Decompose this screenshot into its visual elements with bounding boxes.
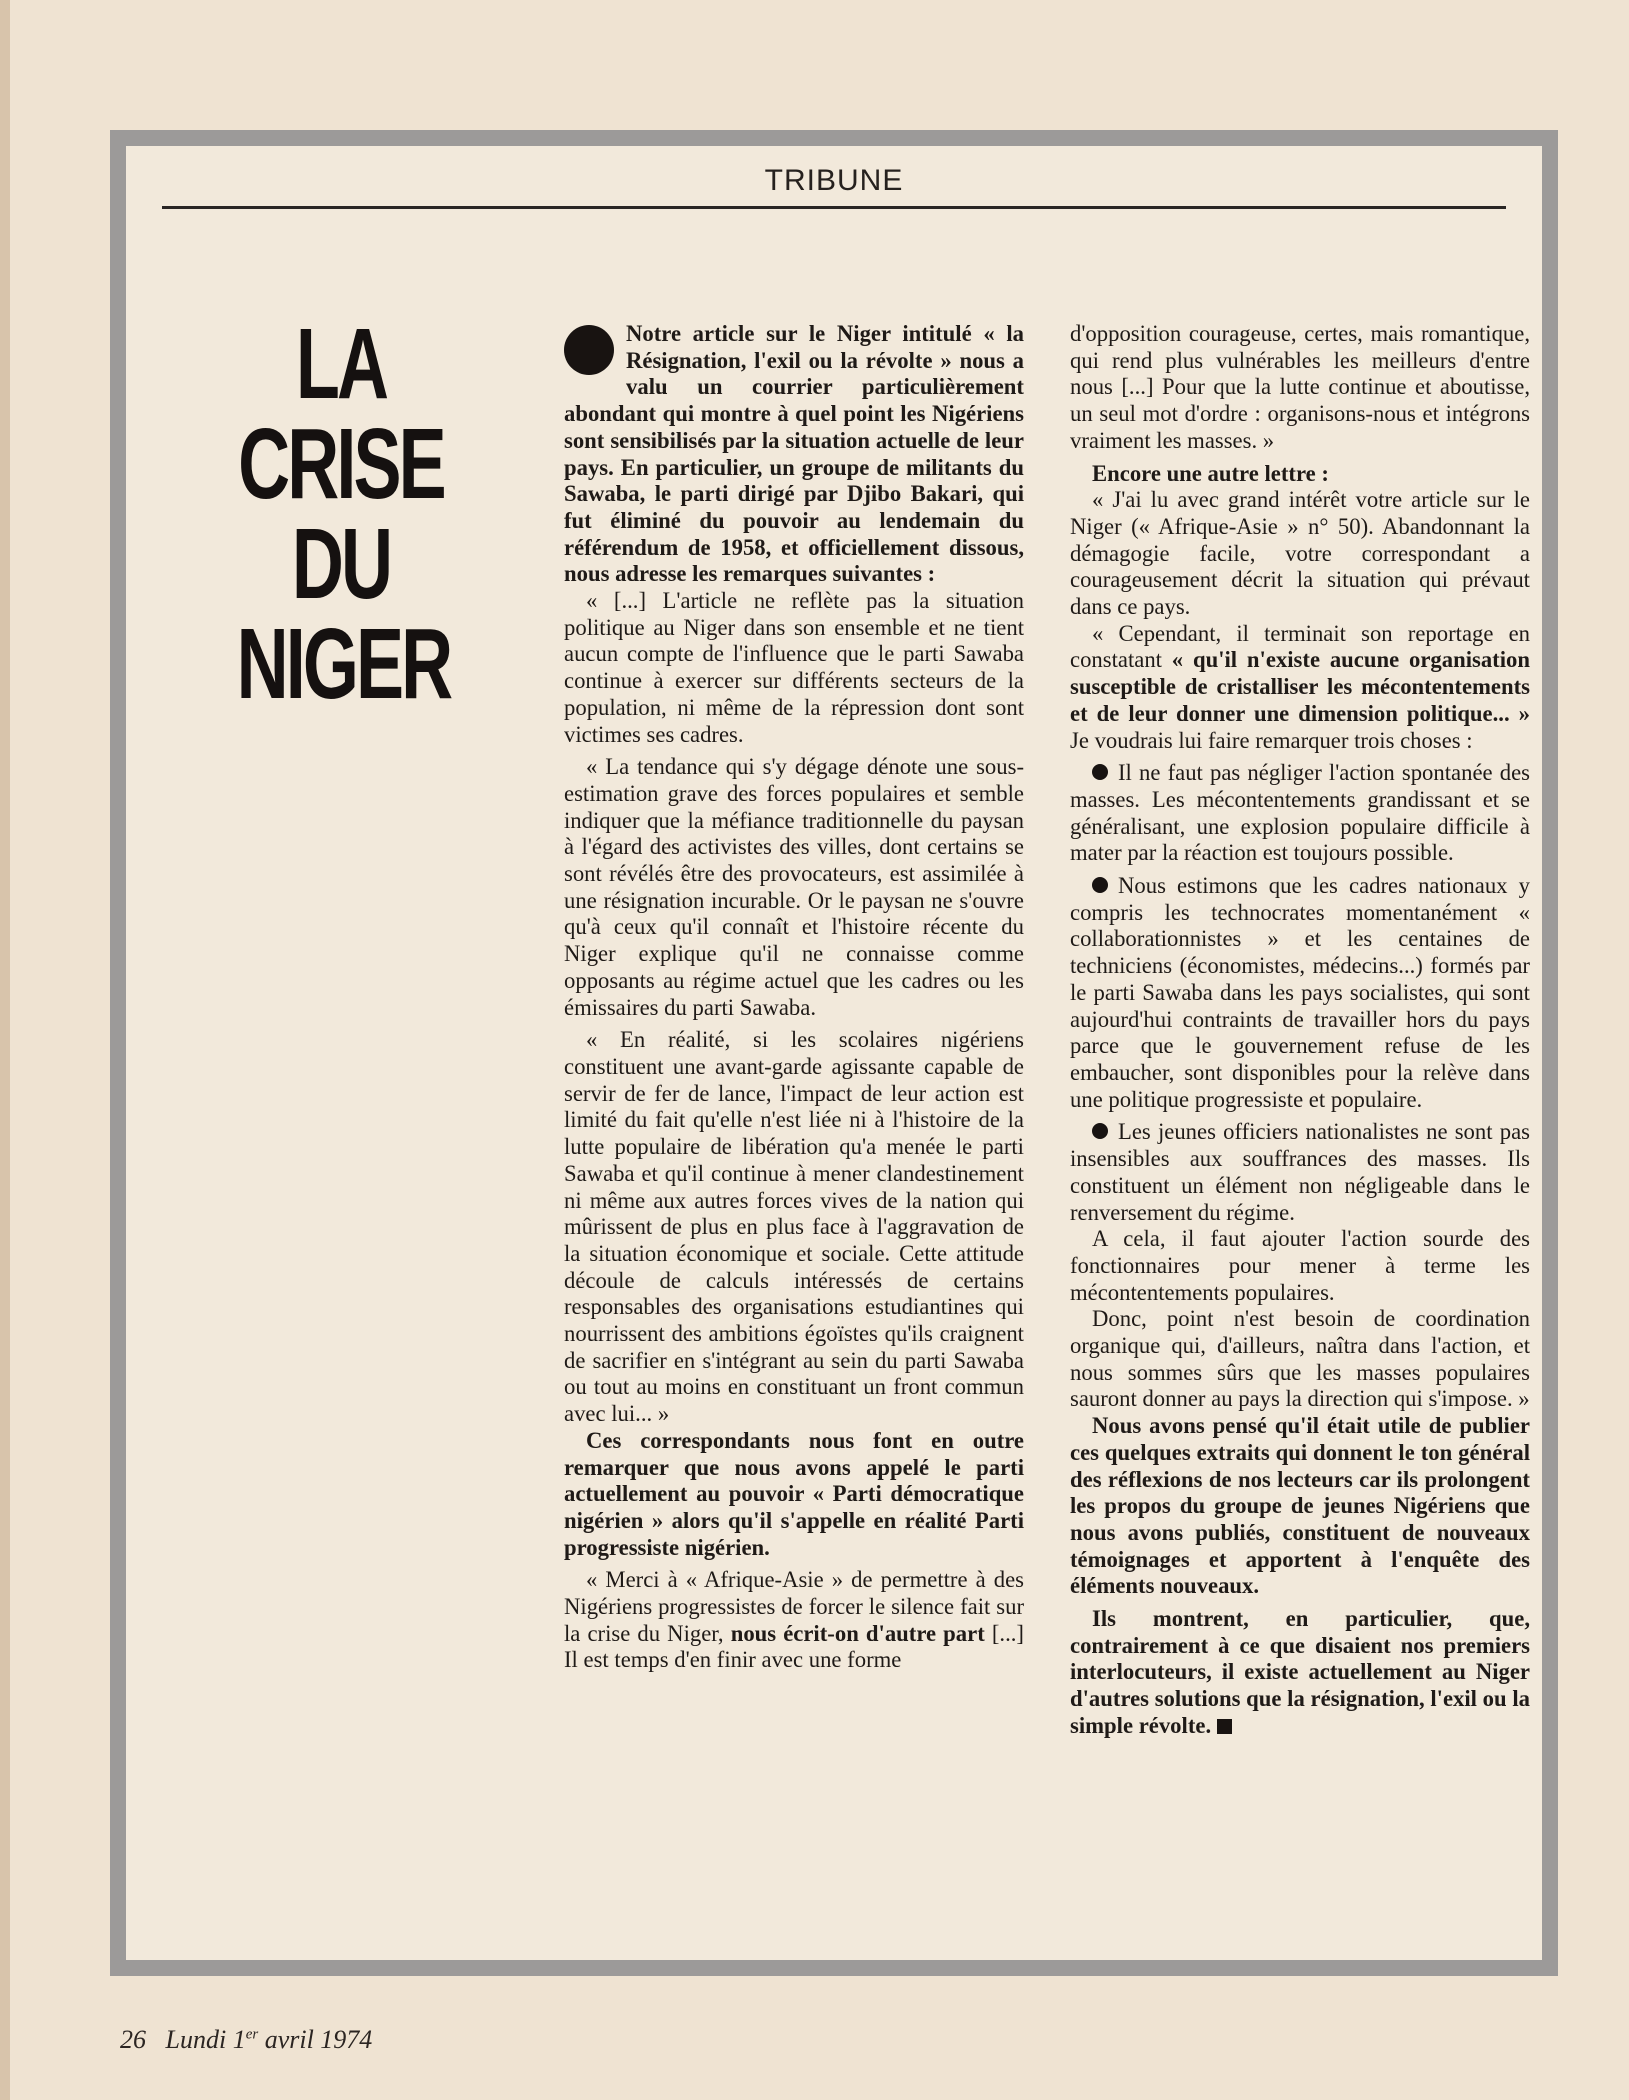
headline-line: NIGER xyxy=(236,608,451,720)
paragraph: « La tendance qui s'y dégage dénote une sous-estimation grave des forces populaires et semble indiquer que la méfiance traditionnelle du paysan à l'égard des activistes des villes, dont certains se sont révélés être des provocateurs, est assimilée à une résignation incurable. Or le paysan ne s'ouvre qu'à ceux qu'il connaît et l'histoire récente du Niger explique qu'il ne connaisse comme opposants au régime actuel que les cadres ou les émissaires du parti Sawaba. xyxy=(564,754,1024,1020)
bullet-dot-icon xyxy=(1092,877,1108,893)
text-run: « Cependant, il terminait son reportage en constatant xyxy=(1070,620,1530,673)
text-run: « Merci à « Afrique-Asie » de permettre à des Nigériens progressistes de forcer le silence fait sur la crise du Niger, xyxy=(564,1567,1024,1646)
folio-date-sup: er xyxy=(245,2026,259,2043)
paragraph: A cela, il faut ajouter l'action sourde des fonctionnaires pour mener à terme les mécontentements populaires. xyxy=(1070,1226,1530,1305)
section-rule xyxy=(162,206,1506,209)
bold-text: Ces correspondants nous font en outre remarquer que nous avons appelé le parti actuellement au pouvoir « Parti démocratique nigérien » alors qu'il s'appelle en réalité Parti progressiste nigérien. xyxy=(564,1427,1024,1560)
text-run: Je voudrais lui faire remarquer trois choses : xyxy=(1070,727,1473,753)
bullet-text: Il ne faut pas négliger l'action spontanée des masses. Les mécontentements grandissant et se généralisant, une explosion populaire difficile à mater par la réaction est toujours possible. xyxy=(1070,760,1530,866)
bold-text: Nous avons pensé qu'il était utile de publier ces quelques extraits qui donnent le ton général des réflexions de nos lecteurs car ils prolongent les propos du groupe de jeunes Nigériens que nous avons publiés, constituent de nouveaux témoignages et apportent à l'enquête des éléments nouveaux. xyxy=(1070,1413,1530,1599)
end-mark-icon xyxy=(1217,1719,1232,1734)
paragraph: d'opposition courageuse, certes, mais romantique, qui rend plus vulnérables les meilleurs d'entre nous [...] Pour que la lutte continue et aboutisse, un seul mot d'ordre : organisons-nous et intégrons vraiment les masses. » xyxy=(1070,321,1530,453)
paragraph xyxy=(1070,621,1530,755)
paragraph-bold xyxy=(564,1428,1024,1562)
bullet-dot-icon xyxy=(1092,764,1108,780)
folio-day: Lundi xyxy=(165,2025,227,2054)
article-frame xyxy=(110,130,1558,1976)
bullet-text: Les jeunes officiers nationalistes ne sont pas insensibles aux souffrances des masses. Ils constituent un élément non négligeable dans le renversement du régime. xyxy=(1070,1119,1530,1225)
page-folio xyxy=(120,2025,372,2055)
bullet-text: Nous estimons que les cadres nationaux y compris les technocrates momentanément « collaborationnistes » et les centaines de techniciens (économistes, médecins...) formés par le parti Sawaba dans les pays socialistes, qui sont aujourd'hui contraints de travailler hors du pays parce que le gouvernement refuse de les embaucher, sont disponibles pour la relève dans une politique progressiste et populaire. xyxy=(1070,873,1530,1112)
paragraph: « J'ai lu avec grand intérêt votre article sur le Niger (« Afrique-Asie » n° 50). Abandonnant la démagogie facile, votre correspondant a courageusement décrit la situation qui prévaut dans ce pays. xyxy=(1070,487,1530,620)
headline-line: LA xyxy=(295,308,387,420)
bullet-dot-icon xyxy=(1092,1123,1108,1139)
text-run: [...] Il est temps d'en finir avec une forme xyxy=(564,1620,1024,1673)
lead-paragraph xyxy=(564,321,1024,588)
lead-text: Notre article sur le Niger intitulé « la Résignation, l'exil ou la révolte » nous a valu un courrier particulièrement abondant qui montre à quel point les Nigériens sont sensibilisés par la situation actuelle de leur pays. En particulier, un groupe de militants du Sawaba, le parti dirigé par Djibo Bakari, qui fut éliminé du pouvoir au lendemain du référendum de 1958, et officiellement dissous, nous adresse les remarques suivantes : xyxy=(564,321,1024,587)
paragraph xyxy=(564,1567,1024,1674)
paragraph: « [...] L'article ne reflète pas la situation politique au Niger dans son ensemble et ne tient aucun compte de l'influence que le parti Sawaba continue à exercer sur différents secteurs de la population, ni même de la répression dont sont victimes ses cadres. xyxy=(564,588,1024,747)
bold-text: Ils montrent, en particulier, que, contrairement à ce que disaient nos premiers interlocuteurs, il existe actuellement au Niger d'autres solutions que la résignation, l'exil ou la simple révolte. xyxy=(1070,1606,1530,1738)
folio-date-rest: avril 1974 xyxy=(264,2025,373,2054)
headline xyxy=(236,308,451,720)
section-label: TRIBUNE xyxy=(764,164,904,197)
bullet-item xyxy=(1070,1119,1530,1226)
page-edge xyxy=(0,0,10,2100)
headline-line: DU xyxy=(291,508,391,620)
bold-text: nous écrit-on d'autre part xyxy=(730,1620,985,1646)
bullet-item xyxy=(1070,760,1530,867)
paragraph-bold xyxy=(1070,1413,1530,1600)
bullet-item xyxy=(1070,873,1530,1113)
bullet-dot-icon xyxy=(564,325,614,375)
text-column-2 xyxy=(1070,321,1530,1740)
folio-date-number: 1 xyxy=(232,2025,246,2054)
text-column-1 xyxy=(564,321,1024,1674)
paragraph-bold xyxy=(1070,461,1530,488)
paragraph-bold xyxy=(1070,1606,1530,1740)
paragraph: « En réalité, si les scolaires nigériens constituent une avant-garde agissante capable de servir de fer de lance, l'impact de leur action est limité du fait qu'elle n'est liée ni à l'histoire de la lutte populaire de libération qu'a menée le parti Sawaba et qu'il continue à mener clandestinement ni même aux autres forces vives de la nation qui mûrissent de plus en plus face à l'aggravation de la situation économique et sociale. Cette attitude découle de calculs intéressés de certains responsables des organisations estudiantines qui nourrissent des ambitions égoïstes qu'ils craignent de sacrifier en s'intégrant au sein du parti Sawaba ou tout au moins en constituant un front commun avec lui... » xyxy=(564,1027,1024,1427)
bold-text: « qu'il n'existe aucune organisation susceptible de cristalliser les mécontentements et de leur donner une dimension politique... » xyxy=(1070,647,1530,726)
paragraph: Donc, point n'est besoin de coordination organique qui, d'ailleurs, naîtra dans l'action, et nous sommes sûrs que les masses populaires sauront donner au pays la direction qui s'impose. » xyxy=(1070,1306,1530,1412)
page-number: 26 xyxy=(120,2025,146,2054)
headline-line: CRISE xyxy=(238,408,444,520)
bold-text: Encore une autre lettre : xyxy=(1092,460,1329,486)
